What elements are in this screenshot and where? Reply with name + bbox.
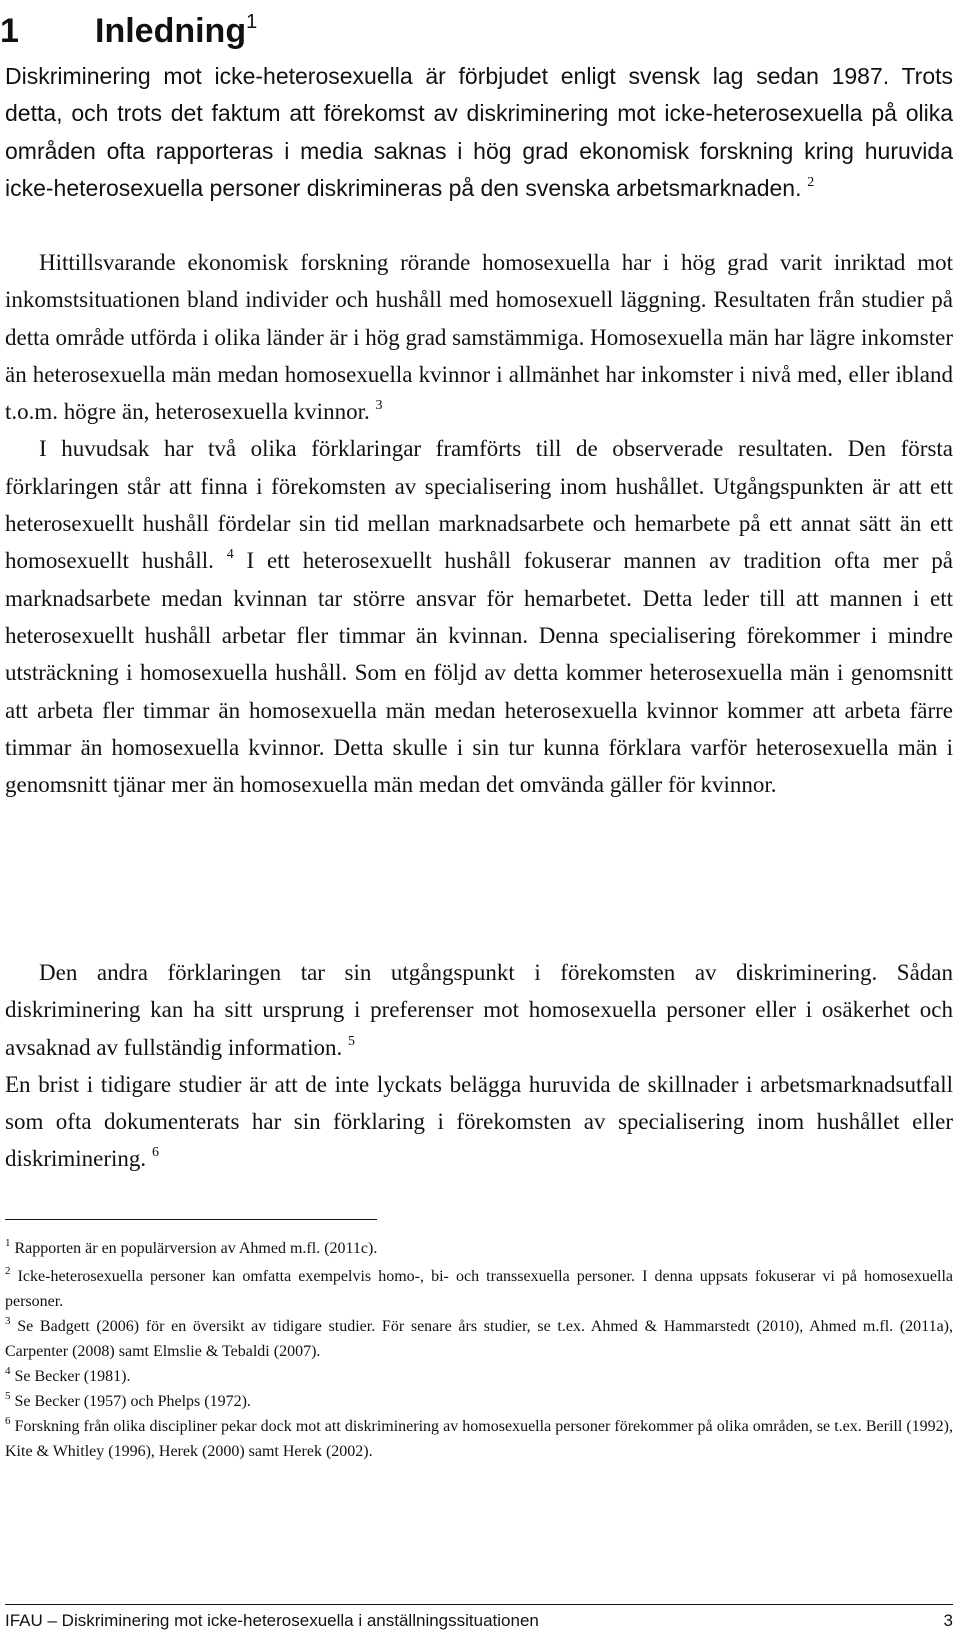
page-number: 3 [943,1611,953,1630]
footnote-number: 4 [5,1365,11,1377]
footnote-ref: 1 [246,11,258,33]
paragraph-text: Diskriminering mot icke-heterosexuella är förbjudet enligt svensk lag sedan 1987. [5,63,890,89]
section-title: Inledning [95,12,247,50]
footnote-ref: 4 [226,547,234,563]
section-number: 1 [0,12,19,50]
footer-title: IFAU – Diskriminering mot icke-heterosexuella i anställningssituationen [5,1611,539,1630]
paragraph-1 [5,58,953,244]
footnote-text: Icke-heterosexuella personer kan omfatta exempelvis homo-, bi- och transsexuella personer. I denna uppsats fokuserar vi på homosexuella personer. [5,1268,953,1310]
footnote-separator [5,1219,377,1220]
footnote-ref: 2 [807,174,815,190]
footnote-text: Forskning från olika discipliner pekar dock mot att diskriminering av homosexuella personer förekommer på olika områden, se t.ex. Berill (1992), Kite & Whitley (1996), Herek (2000) samt Herek (2002). [5,1418,953,1460]
paragraph-text: En brist i tidigare studier är att de inte lyckats belägga huruvida de skillnader i arbetsmarknadsutfall som ofta dokumenterats har sin förklaring i förekomsten av specialisering inom hushållet eller diskriminering. [5,1071,953,1172]
paragraph-text: Trots detta, och trots det faktum att förekomst av diskriminering mot icke-heterosexuella på olika områden ofta rapporteras i media saknas i hög grad ekonomisk forskning kring huruvida icke-heterosexuella personer diskrimineras på den svenska arbetsmarknaden. [5,63,954,201]
footnote-text: Rapporten är en populärversion av Ahmed m.fl. (2011c). [14,1240,378,1257]
section-heading [0,0,257,53]
footnote-number: 5 [5,1390,11,1402]
footnote-ref: 6 [151,1145,159,1161]
paragraph-2 [5,244,953,954]
footnote [5,1414,953,1464]
footnote-number: 6 [5,1415,11,1427]
footnote-ref: 5 [348,1033,356,1049]
body-text [5,58,953,1178]
paragraph-text: I huvudsak har två olika förklaringar framförts till de observerade resultaten. Den första förklaringen står att finna i förekomsten av specialisering inom hushållet. Utgångspunkten är att ett heterosexuellt hushåll fördelar sin tid mellan marknadsarbete och hemarbete på ett annat sätt än ett homosexuellt hushåll. [5,436,953,574]
footnotes [5,1236,953,1464]
paragraph-3 [5,954,953,1178]
paragraph-text: I ett heterosexuellt hushåll fokuserar mannen av tradition ofta mer på marknadsarbete medan kvinnan tar större ansvar för hemarbetet. Detta leder till att mannen i ett heterosexuellt hushåll arbetar fler timmar än kvinnan. Denna specialisering förekommer i mindre utsträckning i homosexuella hushåll. Som en följd av detta kommer heterosexuella män i genomsnitt att arbeta fler timmar än homosexuella män medan heterosexuella kvinnor kommer att arbeta färre timmar än homosexuella kvinnor. Detta skulle i sin tur kunna förklara varför heterosexuella män i genomsnitt tjänar mer än homosexuella män medan det omvända gäller för kvinnor. [5,548,954,798]
footnote-text: Se Badgett (2006) för en översikt av tidigare studier. För senare års studier, se t.ex. Ahmed & Hammarstedt (2010), Ahmed m.fl. (2011a), Carpenter (2008) samt Elmslie & Tebaldi (2007). [5,1318,954,1360]
page-footer [5,1609,953,1633]
paragraph-text: Den andra förklaringen tar sin utgångspunkt i förekomsten av diskriminering. Sådan diskriminering kan ha sitt ursprung i preferenser mot homosexuella personer eller i osäkerhet och avsaknad av fullständig information. [5,960,953,1060]
footnote [5,1364,953,1389]
footnote-number: 1 [5,1237,11,1249]
footnote [5,1314,953,1364]
footnote [5,1264,953,1314]
footnote [5,1389,953,1414]
footnote [5,1236,953,1261]
footnote-ref: 3 [375,398,383,414]
footnote-text: Se Becker (1957) och Phelps (1972). [14,1393,251,1410]
paragraph-text: Hittillsvarande ekonomisk forskning rörande homosexuella har i hög grad varit inriktad mot inkomstsituationen bland individer och hushåll med homosexuell läggning. Resultaten från studier på detta område utförda i olika länder är i hög grad samstämmiga. Homosexuella män har lägre inkomster än heterosexuella män medan homosexuella kvinnor i allmänhet har inkomster i nivå med, eller ibland t.o.m. högre än, heterosexuella kvinnor. [5,250,953,425]
footnote-number: 3 [5,1315,11,1327]
footnote-text: Se Becker (1981). [14,1368,131,1385]
footer-separator [5,1604,953,1605]
footnote-number: 2 [5,1265,11,1277]
